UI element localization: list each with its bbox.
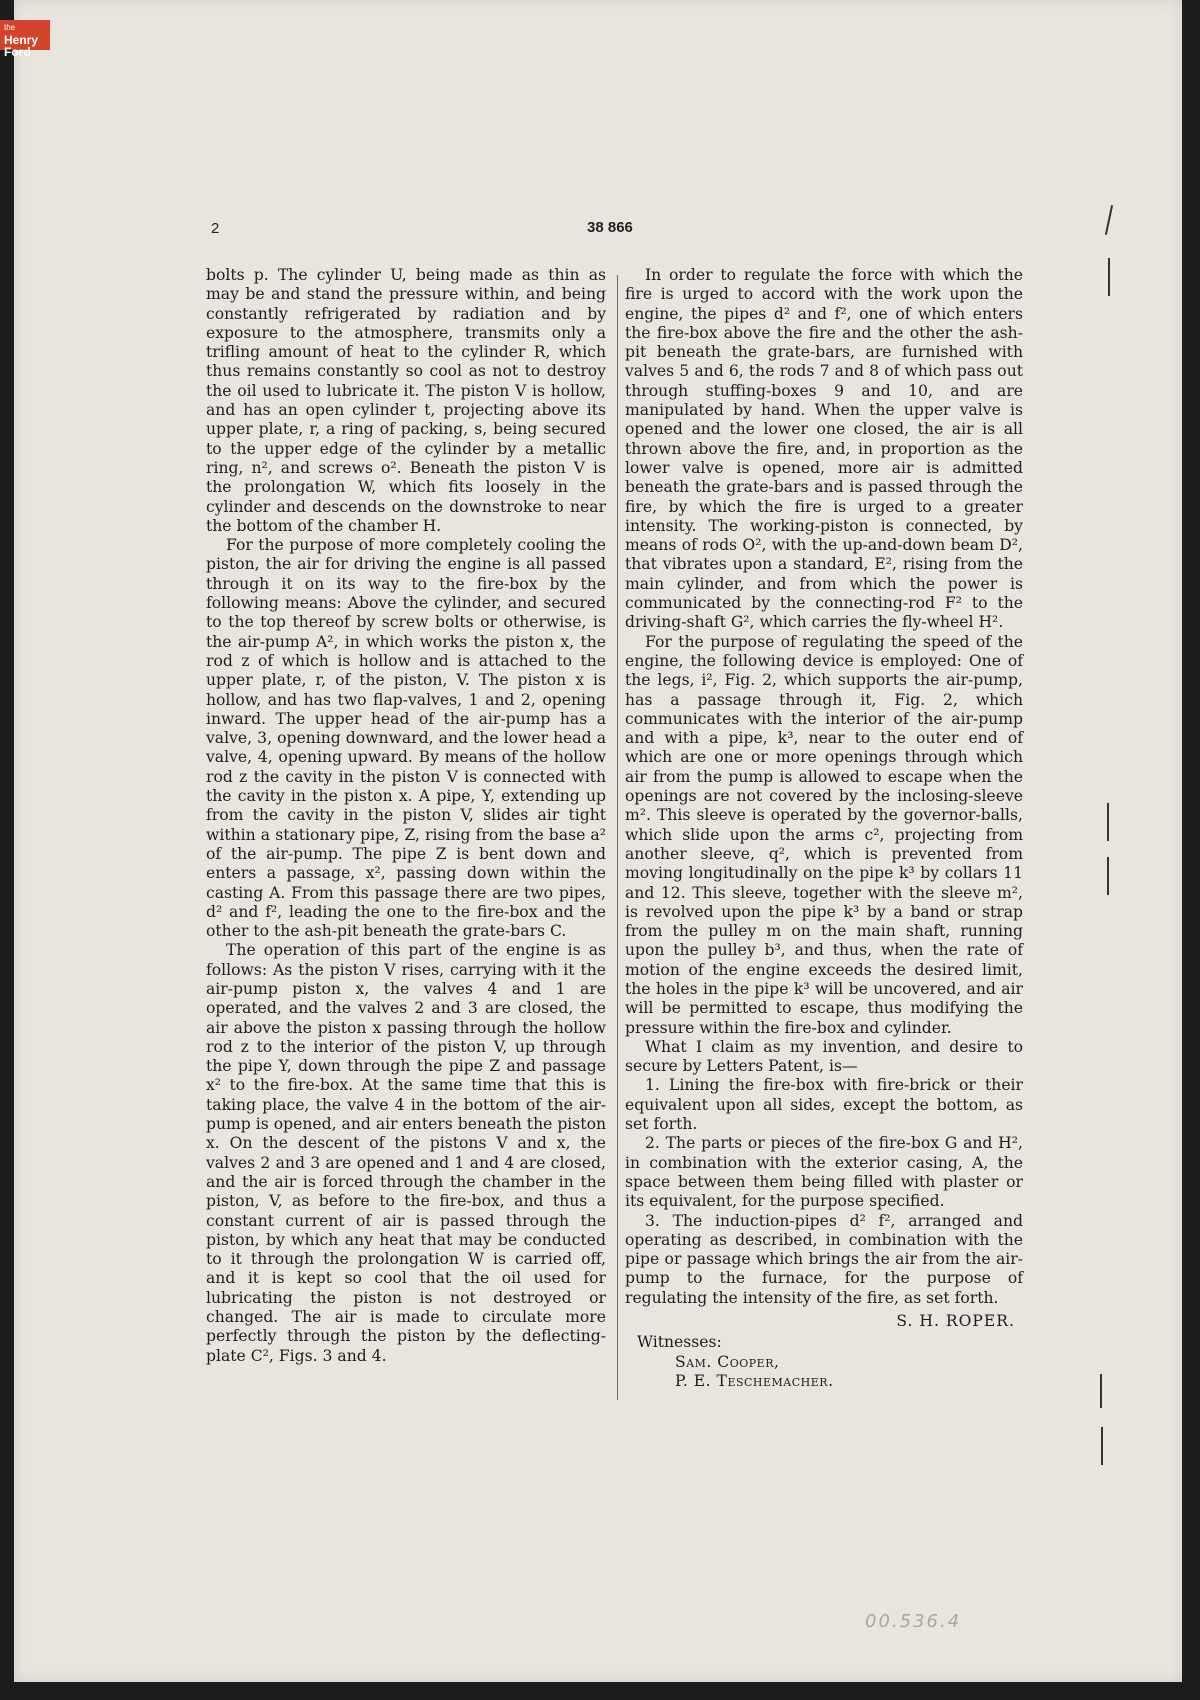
margin-mark: [1100, 1374, 1102, 1408]
inventor-signature: S. H. ROPER.: [896, 1312, 1015, 1331]
claim: 3. The induction-pipes d² f², arranged and operating as described, in combination with the pipe or passage which brings the air from the air-pump to the furnace, for the purpose of regulating the intensity of the fire, as set forth.: [625, 1211, 1023, 1307]
column-divider: [617, 275, 618, 1400]
paragraph: For the purpose of more completely cooling the piston, the air for driving the engine is all passed through it on its way to the fire-box by the following means: Above the cylinder, and secured to the top thereof by screw bolts or otherwise, is the air-pump A², in which works the piston x, the rod z of which is hollow and is attached to the upper plate, r, of the piston, V. The piston x is hollow, and has two flap-valves, 1 and 2, opening inward. The upper head of the air-pump has a valve, 3, opening downward, and the lower head a valve, 4, opening upward. By means of the hollow rod z the cavity in the piston V is connected with the cavity in the piston x. A pipe, Y, extending up from the cavity in the piston V, slides air tight within a stationary pipe, Z, rising from the base a² of the air-pump. The pipe Z is bent down and enters a passage, x², passing down within the casting A. From this passage there are two pipes, d² and f², leading the one to the fire-box and the other to the ash-pit beneath the grate-bars C.: [206, 536, 606, 941]
paragraph: The operation of this part of the engine is as follows: As the piston V rises, carrying with it the air-pump piston x, the valves 4 and 1 are operated, and the valves 2 and 3 are closed, the air above the piston x passing through the hollow rod z to the interior of the piston V, up through the pipe Y, down through the pipe Z and passage x² to the fire-box. At the same time that this is taking place, the valve 4 in the bottom of the air-pump is opened, and air enters beneath the piston x. On the descent of the pistons V and x, the valves 2 and 3 are opened and 1 and 4 are closed, and the air is forced through the chamber in the piston, V, as before to the fire-box, and thus a constant current of air is passed through the piston, by which any heat that may be conducted to it through the prolongation W is carried off, and it is kept so cool that the oil used for lubricating the piston is not destroyed or changed. The air is made to circulate more perfectly through the piston by the deflecting-plate C², Figs. 3 and 4.: [206, 941, 606, 1365]
paragraph: For the purpose of regulating the speed of the engine, the following device is employed: One of the legs, i², Fig. 2, which supports the air-pump, has a passage through it, Fig. 2, which communicates with the interior of the air-pump and with a pipe, k³, near to the outer end of which are one or more openings through which air from the pump is allowed to escape when the openings are not covered by the inclosing-sleeve m². This sleeve is operated by the governor-balls, which slide upon the arms c², projecting from another sleeve, q², which is prevented from moving longitudinally on the pipe k³ by collars 11 and 12. This sleeve, together with the sleeve m², is revolved upon the pipe k³ by a band or strap from the pulley m on the main shaft, running upon the pulley b³, and thus, when the rate of motion of the engine exceeds the desired limit, the holes in the pipe k³ will be uncovered, and air will be permitted to escape, thus modifying the pressure within the fire-box and cylinder.: [625, 632, 1023, 1037]
left-column: [206, 266, 606, 1366]
henry-ford-logo: the Henry Ford: [0, 20, 50, 50]
margin-mark: [1101, 1427, 1103, 1465]
witness-name: P. E. Teschemacher.: [675, 1371, 834, 1390]
margin-mark: [1107, 803, 1109, 841]
claim-intro: What I claim as my invention, and desire to secure by Letters Patent, is—: [625, 1037, 1023, 1076]
margin-mark: [1107, 857, 1109, 895]
paragraph: In order to regulate the force with which the fire is urged to accord with the work upon the engine, the pipes d² and f², one of which enters the fire-box above the fire and the other the ash-pit beneath the grate-bars, are furnished with valves 5 and 6, the rods 7 and 8 of which pass out through stuffing-boxes 9 and 10, and are manipulated by hand. When the upper valve is opened and the lower one closed, the air is all thrown above the fire, and, in proportion as the lower valve is opened, more air is admitted beneath the grate-bars and is passed through the fire, by which the fire is urged to a greater intensity. The working-piston is connected, by means of rods O², with the up-and-down beam D², that vibrates upon a standard, E², rising from the main cylinder, and from which the power is communicated by the connecting-rod F² to the driving-shaft G², which carries the fly-wheel H².: [625, 266, 1023, 632]
right-column: [625, 266, 1023, 1391]
page-number: 2: [211, 220, 220, 237]
claim: 1. Lining the fire-box with fire-brick or their equivalent upon all sides, except the bottom, as set forth.: [625, 1076, 1023, 1134]
margin-mark: [1108, 258, 1110, 296]
paragraph: bolts p. The cylinder U, being made as thin as may be and stand the pressure within, and being constantly refrigerated by radiation and by exposure to the atmosphere, transmits only a trifling amount of heat to the cylinder R, which thus remains constantly so cool as not to destroy the oil used to lubricate it. The piston V is hollow, and has an open cylinder t, projecting above its upper plate, r, a ring of packing, s, being secured to the upper edge of the cylinder by a metallic ring, n², and screws o². Beneath the piston V is the prolongation W, which fits loosely in the cylinder and descends on the downstroke to near the bottom of the chamber H.: [206, 266, 606, 535]
claim: 2. The parts or pieces of the fire-box G and H², in combination with the exterior casing, A, the space between them being filled with plaster or its equivalent, for the purpose specified.: [625, 1134, 1023, 1211]
accession-number: 00.536.4: [865, 1611, 962, 1632]
patent-number: 38 866: [587, 219, 633, 236]
witness-name: Sam. Cooper,: [675, 1352, 780, 1371]
witnesses-label: Witnesses:: [637, 1333, 722, 1352]
